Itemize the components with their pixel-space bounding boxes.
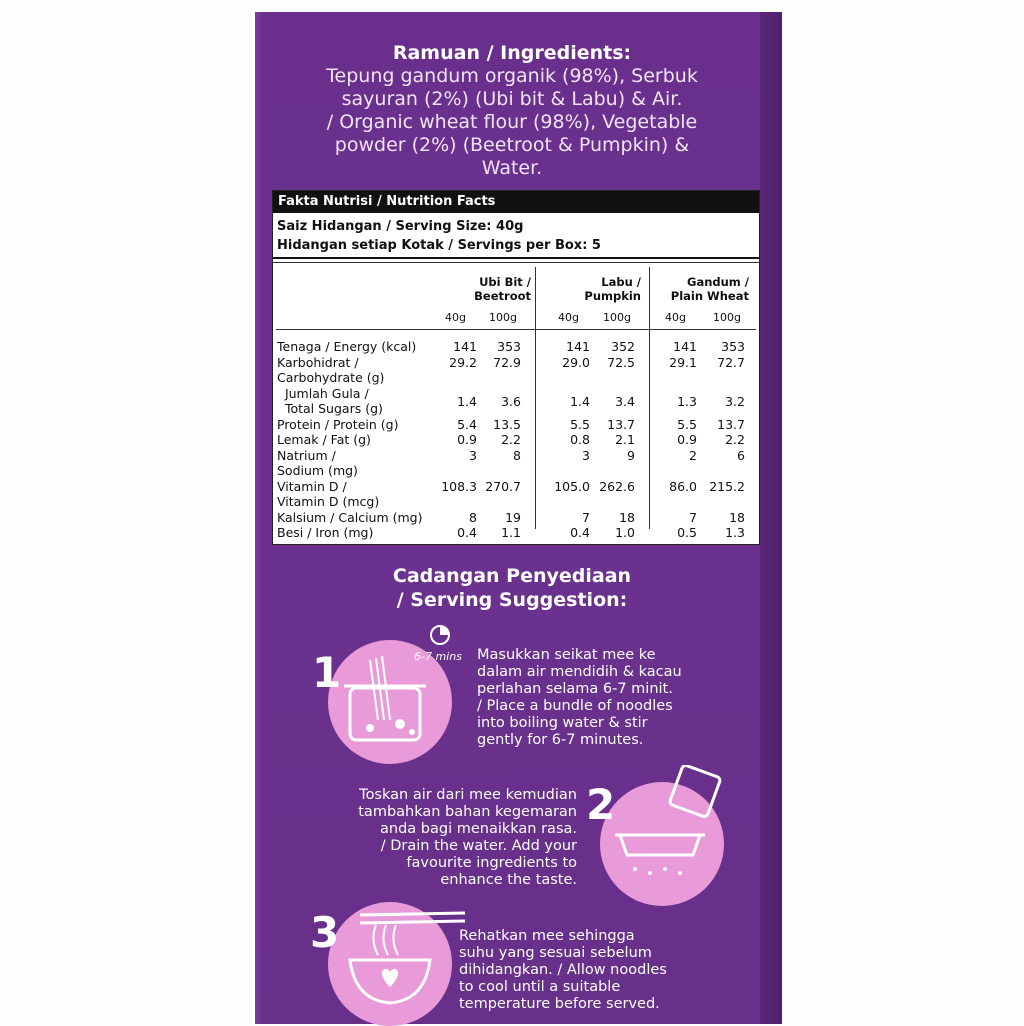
- column-subheader: 40g: [665, 311, 686, 324]
- step-text-line: Rehatkan mee sehingga: [459, 928, 635, 944]
- nutrient-value: 262.6: [599, 478, 635, 494]
- nutrient-value: 8: [513, 447, 521, 463]
- step-text-line: enhance the taste.: [440, 872, 577, 888]
- nutrient-value: 2.2: [501, 432, 521, 447]
- nutrient-value: 3: [469, 447, 477, 463]
- step-text-line: suhu yang sesuai sebelum: [459, 945, 652, 961]
- nutrient-value: 1.4: [570, 393, 590, 409]
- column-subheader: 100g: [489, 311, 517, 324]
- nutrient-value: 5.5: [677, 416, 697, 432]
- nutrient-value: 3: [582, 447, 590, 463]
- step-2-number: 2: [586, 780, 616, 829]
- nutrient-value: 1.0: [615, 525, 635, 540]
- step-text-line: perlahan selama 6-7 minit.: [477, 681, 673, 697]
- step-text-line: Toskan air dari mee kemudian: [359, 787, 577, 803]
- nutrient-value: 2.2: [725, 432, 745, 447]
- step-text-line: anda bagi menaikkan rasa.: [380, 821, 577, 837]
- cooking-pot-icon: [340, 620, 470, 750]
- nutrient-value: 270.7: [485, 478, 521, 494]
- nutrient-value: 7: [689, 509, 697, 525]
- nutrient-value: 19: [505, 509, 521, 525]
- colander-icon: [605, 765, 725, 885]
- nutrient-value: 0.9: [677, 432, 697, 447]
- nutrient-value: 3.2: [725, 393, 745, 409]
- nutrient-value: 9: [627, 447, 635, 463]
- noodle-bowl-icon: [340, 905, 470, 1015]
- step-text-line: temperature before served.: [459, 996, 660, 1012]
- nutrient-value: 2.1: [615, 432, 635, 447]
- step-2-text: [300, 787, 577, 889]
- serving-size: Saiz Hidangan / Serving Size: 40g: [277, 219, 524, 234]
- nutrient-value: 353: [721, 339, 745, 354]
- nutrient-value: 5.4: [457, 416, 477, 432]
- step-text-line: / Place a bundle of noodles: [477, 698, 673, 714]
- nutrient-value: 141: [566, 339, 590, 354]
- nutrition-header: Fakta Nutrisi / Nutrition Facts: [273, 191, 759, 213]
- column-header: Labu / Pumpkin: [584, 275, 641, 303]
- nutrient-value: 18: [619, 509, 635, 525]
- nutrient-value: 72.7: [717, 354, 745, 370]
- nutrient-value: 29.2: [449, 354, 477, 370]
- nutrient-value: 105.0: [554, 478, 590, 494]
- nutrient-label: Kalsium / Calcium (mg): [277, 509, 423, 525]
- step-text-line: tambahkan bahan kegemaran: [358, 804, 577, 820]
- nutrient-value: 141: [453, 339, 477, 354]
- nutrient-value: 0.4: [570, 525, 590, 540]
- nutrient-label: Protein / Protein (g): [277, 416, 399, 432]
- nutrient-value: 353: [497, 339, 521, 354]
- nutrient-value: 0.8: [570, 432, 590, 447]
- column-subheader: 40g: [445, 311, 466, 324]
- step-text-line: favourite ingredients to: [406, 855, 577, 871]
- nutrient-value: 1.4: [457, 393, 477, 409]
- nutrient-value: 3.4: [615, 393, 635, 409]
- nutrient-value: 3.6: [501, 393, 521, 409]
- nutrient-value: 18: [729, 509, 745, 525]
- column-subheader: 100g: [713, 311, 741, 324]
- divider: [273, 262, 759, 263]
- ingredients-line: sayuran (2%) (Ubi bit & Labu) & Air.: [341, 88, 683, 110]
- ingredients-line: / Organic wheat flour (98%), Vegetable: [326, 111, 698, 133]
- nutrient-value: 13.7: [717, 416, 745, 432]
- ingredients-line: Water.: [481, 157, 543, 179]
- package-side: [760, 12, 782, 1024]
- step-text-line: to cool until a suitable: [459, 979, 621, 995]
- step-1-text: [477, 647, 682, 749]
- step-text-line: into boiling water & stir: [477, 715, 648, 731]
- nutrient-value: 108.3: [441, 478, 477, 494]
- nutrition-facts-table: [272, 190, 760, 545]
- step-3-number: 3: [310, 908, 340, 957]
- step-text-line: dalam air mendidih & kacau: [477, 664, 682, 680]
- nutrient-value: 72.9: [493, 354, 521, 370]
- step-text-line: Masukkan seikat mee ke: [477, 647, 656, 663]
- nutrient-value: 72.5: [607, 354, 635, 370]
- timer-label: 6-7 mins: [414, 650, 462, 663]
- nutrient-value: 0.9: [457, 432, 477, 447]
- column-divider: [649, 267, 650, 529]
- servings-per-box: Hidangan setiap Kotak / Servings per Box: 5: [277, 238, 601, 253]
- nutrient-value: 13.5: [493, 416, 521, 432]
- nutrient-value: 352: [611, 339, 635, 354]
- step-1-number: 1: [312, 648, 342, 697]
- ingredients-line: powder (2%) (Beetroot & Pumpkin) &: [334, 134, 690, 156]
- nutrient-value: 1.3: [677, 393, 697, 409]
- nutrient-label: Vitamin D / Vitamin D (mcg): [277, 478, 380, 509]
- serving-info: [273, 213, 759, 259]
- serving-title-line: Cadangan Penyediaan: [392, 565, 632, 587]
- column-subheader: 40g: [558, 311, 579, 324]
- nutrient-value: 0.4: [457, 525, 477, 540]
- column-subheader: 100g: [603, 311, 631, 324]
- step-text-line: gently for 6-7 minutes.: [477, 732, 644, 748]
- nutrient-value: 29.1: [669, 354, 697, 370]
- step-3-text: [459, 928, 667, 1013]
- serving-title-line: / Serving Suggestion:: [396, 589, 628, 611]
- nutrient-value: 7: [582, 509, 590, 525]
- serving-suggestion-title: [262, 564, 762, 612]
- nutrient-label: Besi / Iron (mg): [277, 525, 374, 540]
- nutrient-value: 5.5: [570, 416, 590, 432]
- nutrient-label: Tenaga / Energy (kcal): [277, 339, 417, 354]
- nutrient-label: Karbohidrat / Carbohydrate (g): [277, 354, 385, 385]
- nutrient-value: 1.3: [725, 525, 745, 540]
- step-text-line: dihidangkan. / Allow noodles: [459, 962, 667, 978]
- column-header: Gandum / Plain Wheat: [670, 275, 749, 303]
- nutrient-value: 86.0: [669, 478, 697, 494]
- nutrient-value: 1.1: [501, 525, 521, 540]
- column-header: Ubi Bit / Beetroot: [474, 275, 531, 303]
- column-divider: [535, 267, 536, 529]
- step-text-line: / Drain the water. Add your: [380, 838, 577, 854]
- nutrient-value: 2: [689, 447, 697, 463]
- nutrient-value: 8: [469, 509, 477, 525]
- nutrient-value: 141: [673, 339, 697, 354]
- nutrient-label: Jumlah Gula / Total Sugars (g): [277, 385, 383, 416]
- nutrient-label: Lemak / Fat (g): [277, 432, 371, 447]
- nutrient-value: 29.0: [562, 354, 590, 370]
- ingredients-title: Ramuan / Ingredients:: [392, 42, 632, 64]
- nutrient-value: 0.5: [677, 525, 697, 540]
- divider: [276, 329, 756, 330]
- ingredients-block: [262, 42, 762, 180]
- nutrient-value: 13.7: [607, 416, 635, 432]
- nutrient-label: Natrium / Sodium (mg): [277, 447, 358, 478]
- ingredients-line: Tepung gandum organik (98%), Serbuk: [326, 65, 698, 87]
- nutrient-value: 215.2: [709, 478, 745, 494]
- nutrient-value: 6: [737, 447, 745, 463]
